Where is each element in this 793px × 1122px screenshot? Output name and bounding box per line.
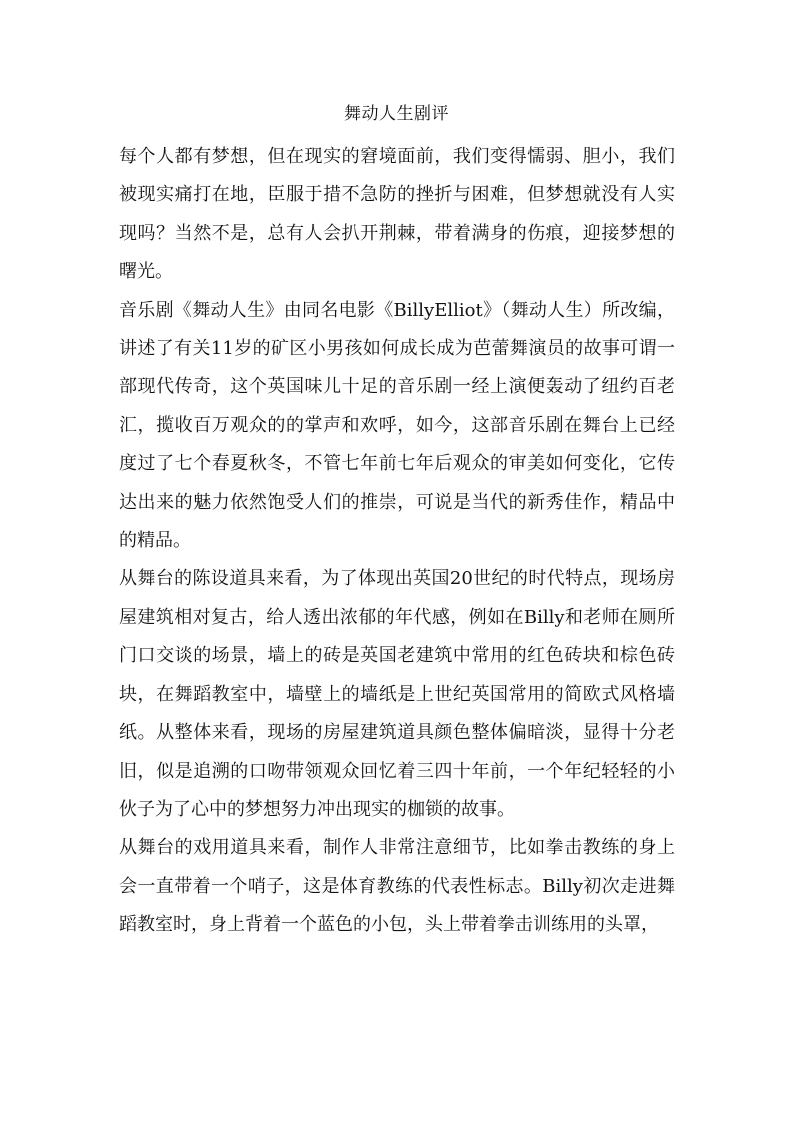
paragraph-musical-intro: 音乐剧《舞动人生》由同名电影《BillyElliot》（舞动人生）所改编，讲述了有关11岁的矿区小男孩如何成长成为芭蕾舞演员的故事可谓一部现代传奇，这个英国味儿十足的音乐剧一经上演便轰动了纽约百老汇，揽收百万观众的的掌声和欢呼，如今，这部音乐剧在舞台上已经度过了七个春夏秋冬，不管七年前七年后观众的审美如何变化，它传达出来的魅力依然饱受人们的推崇，可说是当代的新秀佳作，精品中的精品。 bbox=[119, 299, 675, 552]
paragraph-stage-props: 从舞台的戏用道具来看，制作人非常注意细节，比如拳击教练的身上会一直带着一个哨子，这是体育教练的代表性标志。Billy初次走进舞蹈教室时，身上背着一个蓝色的小包，头上带着拳击训练用的头罩， bbox=[119, 837, 675, 936]
paragraph-stage-set: 从舞台的陈设道具来看，为了体现出英国20世纪的时代特点，现场房屋建筑相对复古，给人透出浓郁的年代感，例如在Billy和老师在厕所门口交谈的场景，墙上的砖是英国老建筑中常用的红色砖块和棕色砖块，在舞蹈教室中，墙壁上的墙纸是上世纪英国常用的简欧式风格墙纸。从整体来看，现场的房屋建筑道具颜色整体偏暗淡，显得十分老旧，似是追溯的口吻带领观众回忆着三四十年前，一个年纪轻轻的小伙子为了心中的梦想努力冲出现实的枷锁的故事。 bbox=[119, 568, 675, 820]
document-title: 舞动人生剧评 bbox=[344, 104, 449, 124]
paragraph-dreams: 每个人都有梦想，但在现实的窘境面前，我们变得懦弱、胆小，我们被现实痛打在地，臣服于措不急防的挫折与困难，但梦想就没有人实现吗？当然不是，总有人会扒开荆棘，带着满身的伤痕，迎接梦想的曙光。 bbox=[119, 146, 675, 283]
document-body bbox=[119, 138, 675, 945]
